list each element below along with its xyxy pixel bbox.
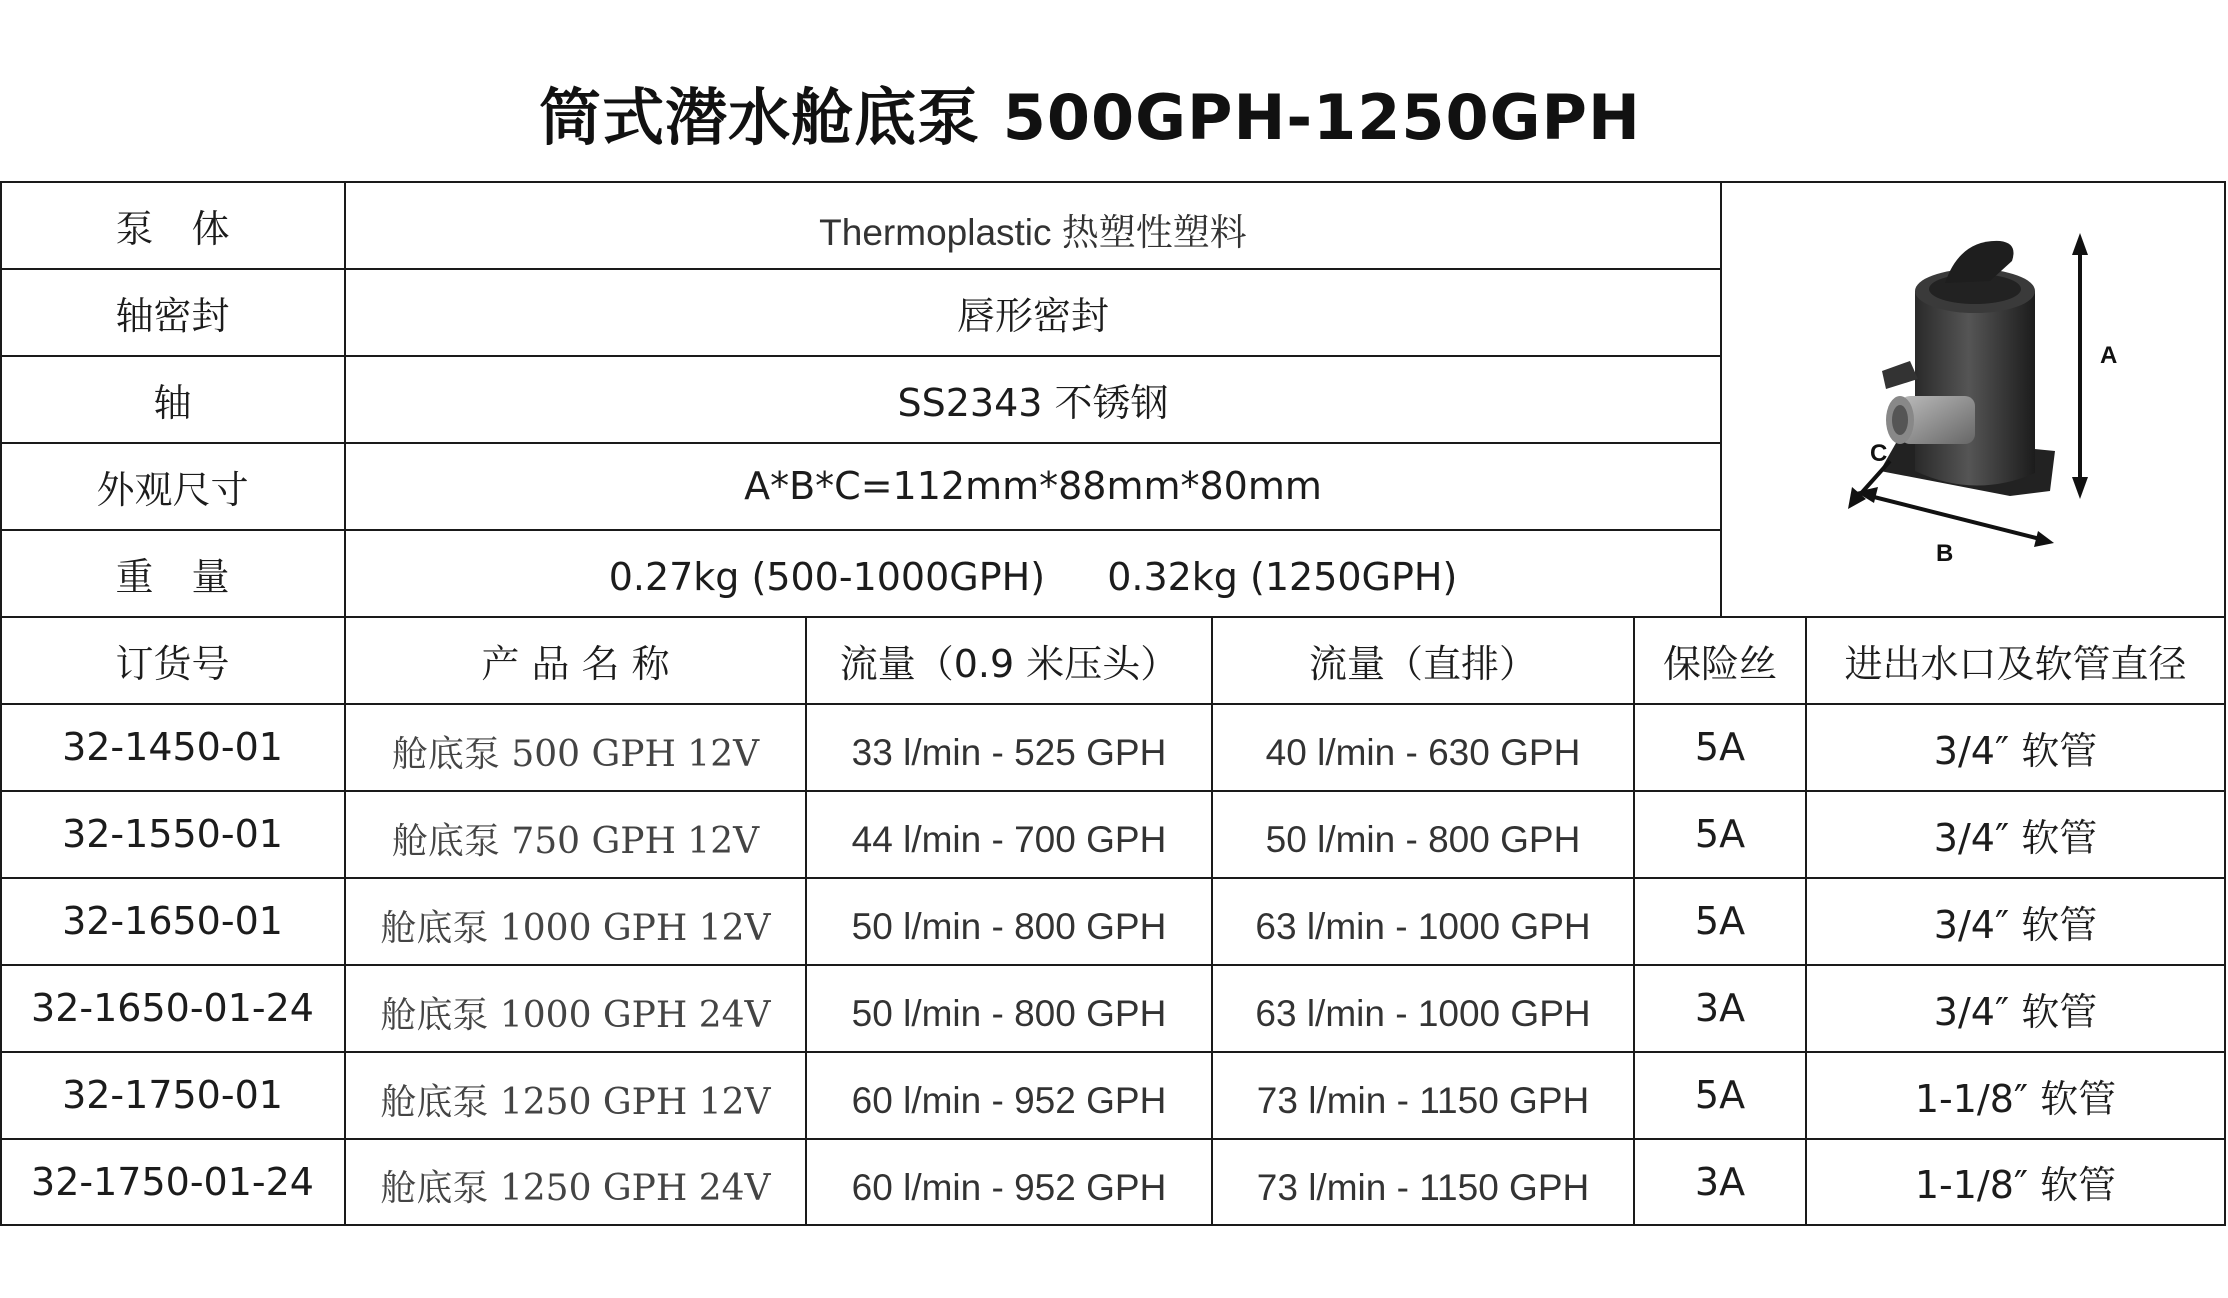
header-flow-head: 流量（0.9 米压头）	[839, 641, 1179, 686]
table-cell-fuse: 5A	[1694, 899, 1746, 943]
spec-label-shaft: 轴	[153, 380, 192, 425]
table-cell-product: 舱底泵 1000 GPH 12V	[380, 907, 771, 949]
spec-label-dimensions: 外观尺寸	[96, 467, 249, 512]
table-cell-flow-head: 60 l/min - 952 GPH	[851, 1166, 1167, 1208]
table-cell-hose: 3/4″ 软管	[1933, 728, 2098, 773]
spec-value-body: Thermoplastic 热塑性塑料	[819, 212, 1247, 253]
header-flow-open: 流量（直排）	[1308, 641, 1537, 686]
table-cell-product: 舱底泵 750 GPH 12V	[391, 820, 760, 862]
table-cell-order: 32-1650-01-24	[31, 986, 314, 1030]
spec-label-weight: 重 量	[115, 554, 230, 599]
table-cell-flow-open: 73 l/min - 1150 GPH	[1256, 1080, 1590, 1121]
header-product-name: 产 品 名 称	[481, 641, 670, 686]
header-fuse: 保险丝	[1662, 641, 1777, 686]
table-cell-order: 32-1650-01	[62, 899, 283, 943]
table-cell-flow-head: 33 l/min - 525 GPH	[851, 732, 1167, 773]
table-cell-product: 舱底泵 500 GPH 12V	[391, 733, 760, 775]
spec-value-weight: 0.27kg (500-1000GPH) 0.32kg (1250GPH)	[608, 554, 1458, 599]
table-cell-fuse: 5A	[1694, 1073, 1746, 1117]
table-cell-fuse: 5A	[1694, 725, 1746, 769]
table-cell-product: 舱底泵 1250 GPH 24V	[380, 1168, 771, 1209]
page-title: 筒式潜水舱底泵 500GPH-1250GPH	[539, 81, 1641, 154]
table-cell-flow-head: 44 l/min - 700 GPH	[851, 819, 1167, 860]
table-cell-fuse: 3A	[1694, 1159, 1746, 1204]
table-cell-hose: 3/4″ 软管	[1933, 902, 2098, 947]
table-cell-flow-open: 63 l/min - 1000 GPH	[1255, 993, 1591, 1034]
table-cell-flow-open: 40 l/min - 630 GPH	[1265, 732, 1581, 773]
table-cell-flow-head: 50 l/min - 800 GPH	[851, 993, 1167, 1034]
spec-label-body: 泵 体	[115, 206, 230, 251]
table-cell-flow-head: 50 l/min - 800 GPH	[851, 906, 1167, 947]
spec-table	[0, 181, 2226, 1226]
table-cell-fuse: 3A	[1694, 986, 1746, 1030]
spec-value-seal: 唇形密封	[956, 293, 1109, 338]
table-cell-order: 32-1750-01	[62, 1073, 283, 1117]
table-cell-hose: 1-1/8″ 软管	[1914, 1076, 2117, 1121]
table-cell-product: 舱底泵 1000 GPH 24V	[380, 994, 771, 1036]
table-cell-flow-head: 60 l/min - 952 GPH	[851, 1080, 1167, 1121]
table-cell-hose: 3/4″ 软管	[1933, 815, 2098, 860]
table-cell-flow-open: 73 l/min - 1150 GPH	[1256, 1166, 1590, 1208]
table-cell-product: 舱底泵 1250 GPH 12V	[380, 1081, 771, 1123]
spec-label-seal: 轴密封	[115, 293, 230, 338]
table-cell-order: 32-1750-01-24	[31, 1159, 314, 1204]
table-cell-hose: 3/4″ 软管	[1933, 989, 2098, 1034]
table-cell-flow-open: 63 l/min - 1000 GPH	[1255, 906, 1591, 947]
header-hose-diameter: 进出水口及软管直径	[1844, 641, 2187, 686]
table-cell-order: 32-1550-01	[62, 812, 283, 856]
header-order-no: 订货号	[115, 641, 230, 686]
table-cell-fuse: 5A	[1694, 812, 1746, 856]
spec-value-shaft: SS2343 不锈钢	[897, 380, 1169, 425]
dim-label-c: C	[1870, 440, 1888, 467]
pump-diagram	[1840, 221, 2140, 581]
table-cell-flow-open: 50 l/min - 800 GPH	[1265, 819, 1581, 860]
dim-label-b: B	[1936, 540, 1954, 567]
spec-value-dimensions: A*B*C=112mm*88mm*80mm	[744, 464, 1322, 508]
table-cell-hose: 1-1/8″ 软管	[1914, 1163, 2117, 1207]
table-cell-order: 32-1450-01	[62, 725, 283, 769]
dim-label-a: A	[2100, 342, 2118, 369]
